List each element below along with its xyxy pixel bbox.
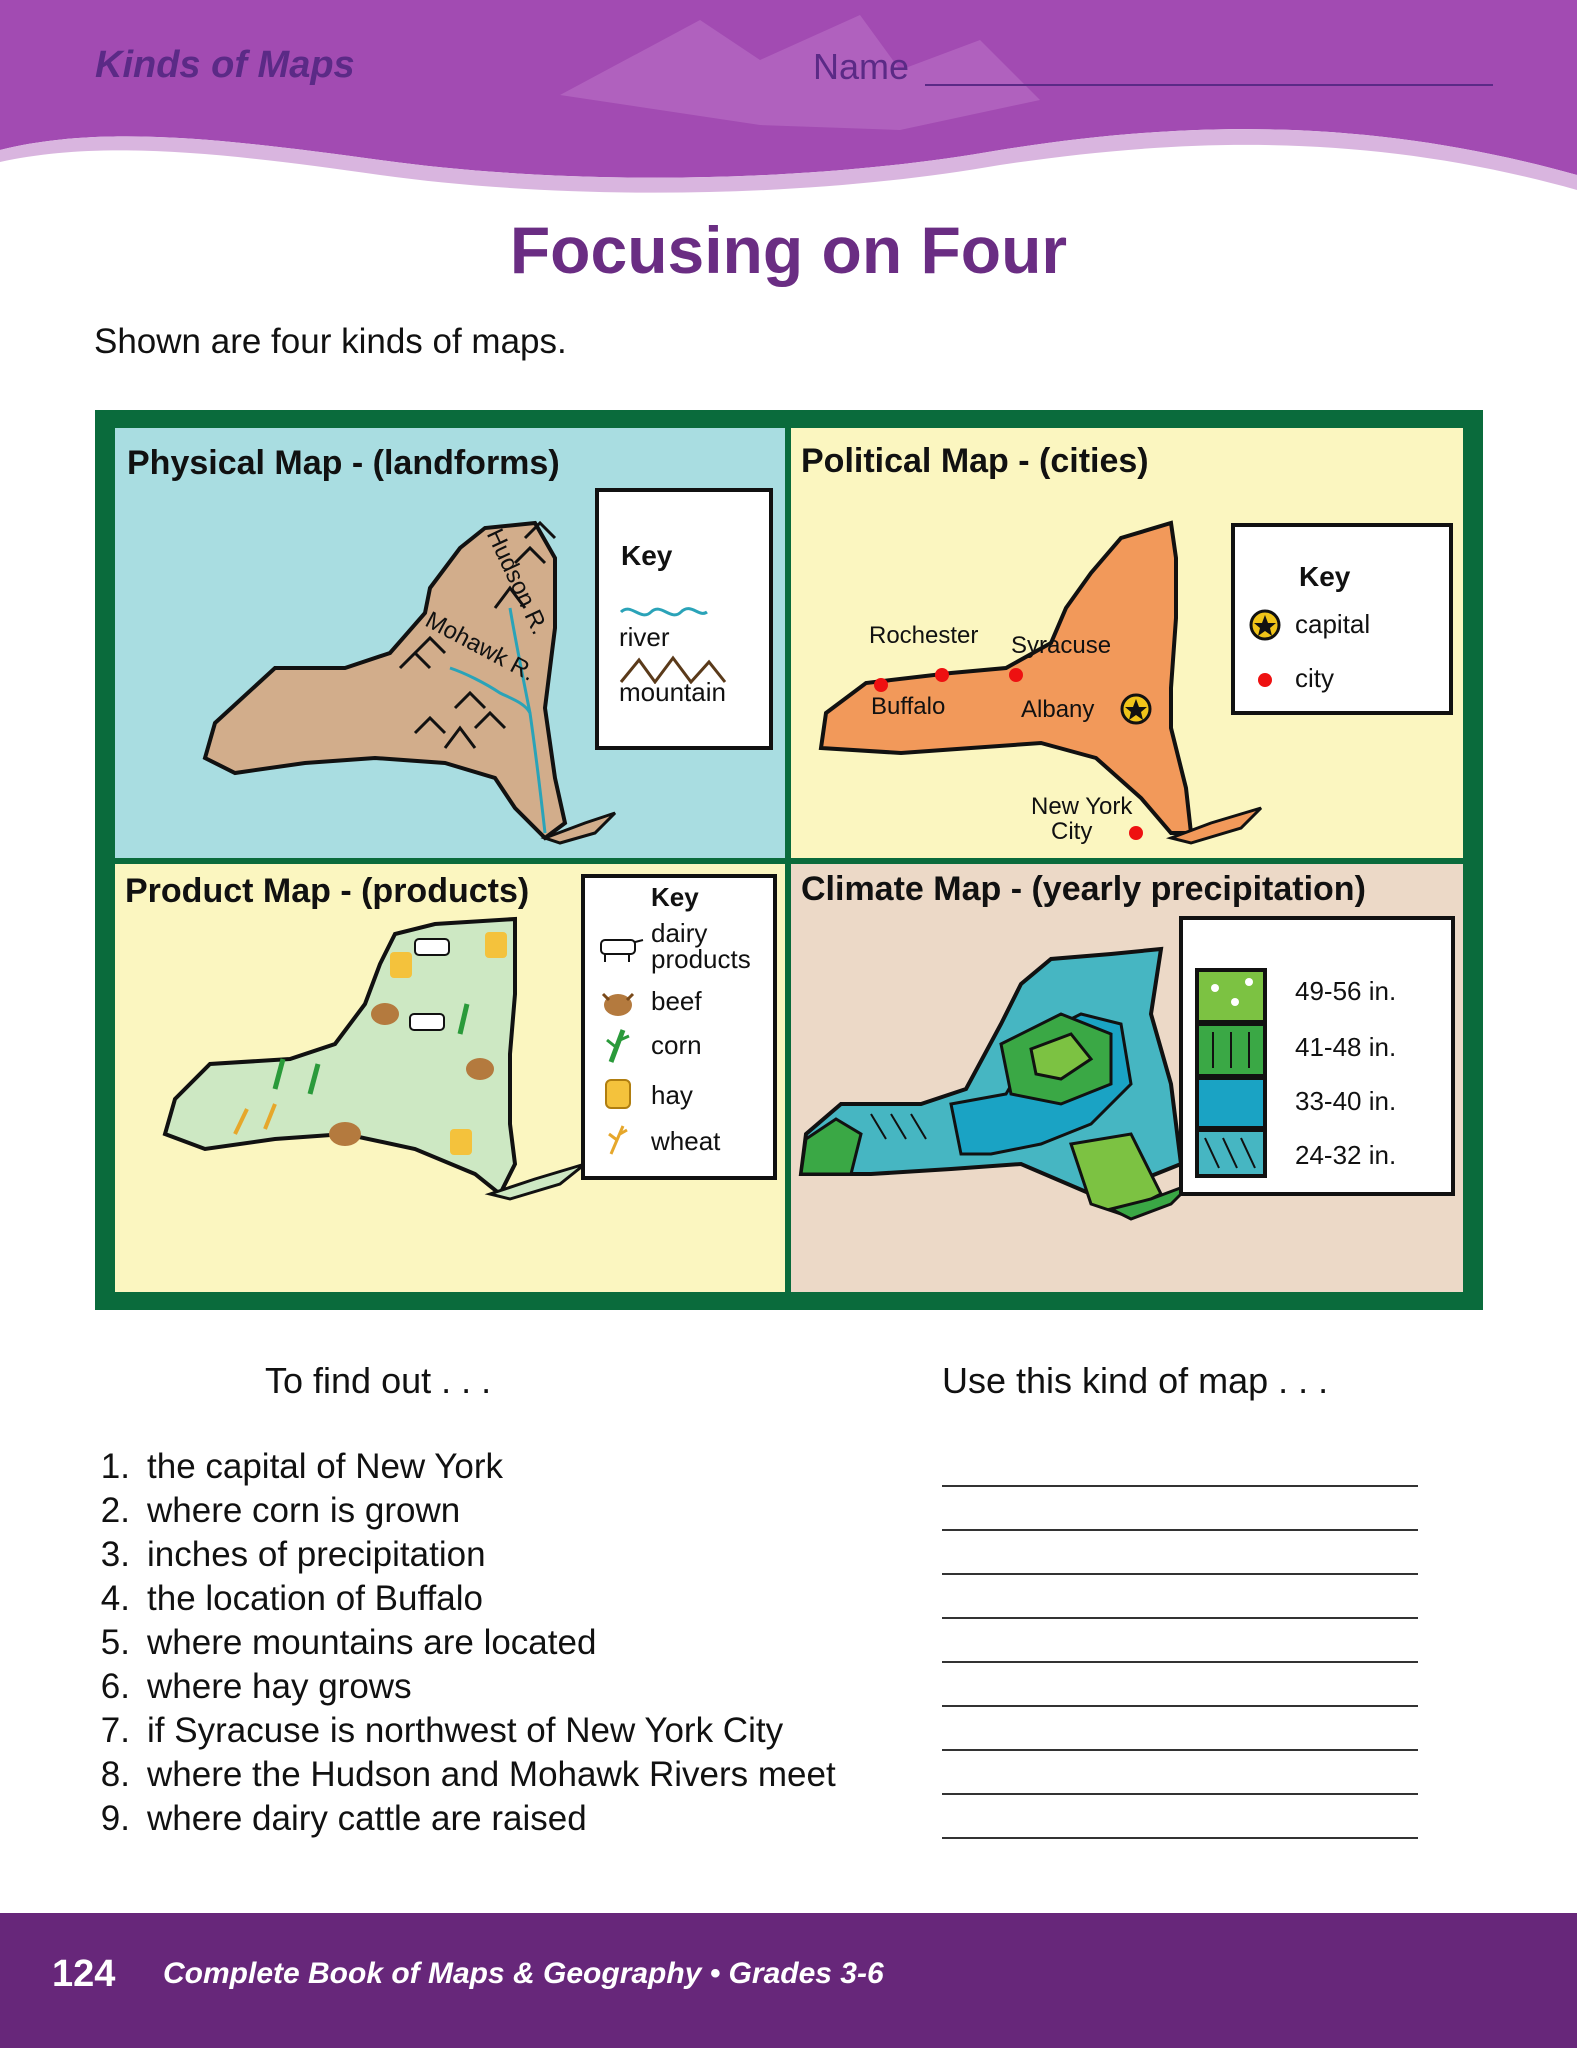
new-york-label: New York bbox=[1031, 793, 1133, 820]
question-number: 1. bbox=[100, 1447, 130, 1486]
buffalo-city-dot bbox=[874, 678, 888, 692]
page-title: Focusing on Four bbox=[509, 213, 1068, 287]
physical-map-panel bbox=[115, 428, 785, 858]
find-out-heading: To find out . . . bbox=[265, 1360, 492, 1401]
book-title: Complete Book of Maps & Geography • Grades 3-6 bbox=[163, 1957, 884, 1990]
question-row bbox=[92, 1535, 1492, 1579]
city-label: City bbox=[1051, 818, 1093, 845]
city-dot-icon bbox=[1255, 670, 1275, 690]
answer-line[interactable] bbox=[942, 1793, 1418, 1795]
precip-49-56-label: 49-56 in. bbox=[1295, 976, 1397, 1006]
product-map-key bbox=[581, 874, 777, 1180]
precip-41-48-label: 41-48 in. bbox=[1295, 1032, 1397, 1062]
answer-line[interactable] bbox=[942, 1529, 1418, 1531]
syracuse-label: Syracuse bbox=[1011, 632, 1112, 659]
question-number: 9. bbox=[100, 1799, 130, 1838]
question-text: where the Hudson and Mohawk Rivers meet bbox=[147, 1755, 836, 1794]
question-number: 3. bbox=[100, 1535, 130, 1574]
hay-key-label: hay bbox=[651, 1080, 693, 1110]
beef-icon bbox=[466, 1058, 494, 1080]
swatch-33-40 bbox=[1197, 1078, 1265, 1128]
river-key-label: river bbox=[619, 622, 670, 652]
climate-map-title: Climate Map - (yearly precipitation) bbox=[801, 870, 1366, 908]
products-key-label: products bbox=[651, 944, 751, 974]
question-row bbox=[92, 1667, 1492, 1711]
political-map-panel bbox=[791, 428, 1463, 858]
question-number: 5. bbox=[100, 1623, 130, 1662]
political-map-title: Political Map - (cities) bbox=[801, 442, 1149, 480]
question-row bbox=[92, 1755, 1492, 1799]
mountain-key-label: mountain bbox=[619, 677, 726, 707]
corn-key-label: corn bbox=[651, 1030, 702, 1060]
question-text: where mountains are located bbox=[147, 1623, 597, 1662]
question-number: 8. bbox=[100, 1755, 130, 1794]
question-text: where hay grows bbox=[147, 1667, 412, 1706]
syracuse-city-dot bbox=[1009, 668, 1023, 682]
albany-label: Albany bbox=[1021, 696, 1095, 723]
question-list bbox=[92, 1447, 1492, 1843]
question-row bbox=[92, 1579, 1492, 1623]
answer-line[interactable] bbox=[942, 1617, 1418, 1619]
question-number: 2. bbox=[100, 1491, 130, 1530]
new-york-city-dot bbox=[1129, 826, 1143, 840]
question-row bbox=[92, 1711, 1492, 1755]
corn-icon bbox=[603, 1026, 633, 1064]
name-line[interactable] bbox=[925, 84, 1493, 86]
precipitation-legend-swatches bbox=[1195, 968, 1269, 1178]
mohawk-river-label: Mohawk R. bbox=[420, 606, 540, 687]
page-header bbox=[0, 0, 1577, 200]
political-map-key bbox=[1231, 523, 1453, 715]
question-number: 7. bbox=[100, 1711, 130, 1750]
political-key-title: Key bbox=[1299, 561, 1351, 592]
answer-line[interactable] bbox=[942, 1485, 1418, 1487]
question-text: if Syracuse is northwest of New York City bbox=[147, 1711, 784, 1750]
question-number: 4. bbox=[100, 1579, 130, 1618]
rochester-label: Rochester bbox=[869, 622, 979, 649]
product-map-panel bbox=[115, 864, 785, 1292]
hay-icon bbox=[603, 1076, 633, 1112]
wheat-icon bbox=[603, 1122, 633, 1156]
page-footer bbox=[0, 1913, 1577, 2048]
use-map-heading: Use this kind of map . . . bbox=[942, 1360, 1329, 1401]
question-row bbox=[92, 1799, 1492, 1843]
climate-map-panel bbox=[791, 864, 1463, 1292]
answer-line[interactable] bbox=[942, 1705, 1418, 1707]
beef-icon bbox=[597, 988, 639, 1018]
dairy-key-label: dairy bbox=[651, 918, 708, 948]
physical-map-title: Physical Map - (landforms) bbox=[127, 444, 560, 482]
intro-text: Shown are four kinds of maps. bbox=[94, 322, 567, 361]
buffalo-label: Buffalo bbox=[871, 693, 946, 720]
question-text: where corn is grown bbox=[147, 1491, 461, 1530]
question-text: the capital of New York bbox=[147, 1447, 504, 1486]
precip-33-40-label: 33-40 in. bbox=[1295, 1086, 1397, 1116]
beef-icon bbox=[371, 1003, 399, 1025]
cow-icon bbox=[415, 939, 449, 955]
question-row bbox=[92, 1623, 1492, 1667]
maps-frame bbox=[95, 410, 1483, 1310]
answer-line[interactable] bbox=[942, 1661, 1418, 1663]
beef-key-label: beef bbox=[651, 986, 702, 1016]
header-banner bbox=[0, 0, 1577, 200]
hudson-river-label: Hudson R. bbox=[480, 524, 554, 639]
river-icon bbox=[619, 602, 709, 622]
dairy-cow-icon bbox=[597, 934, 645, 964]
page-number: 124 bbox=[52, 1953, 116, 1995]
section-title: Kinds of Maps bbox=[95, 44, 355, 86]
swatch-49-56 bbox=[1197, 970, 1265, 1022]
cow-icon bbox=[410, 1014, 444, 1030]
hay-icon bbox=[485, 932, 507, 958]
question-text: where dairy cattle are raised bbox=[147, 1799, 587, 1838]
capital-key-label: capital bbox=[1295, 609, 1371, 639]
city-key-label: city bbox=[1295, 663, 1334, 693]
physical-key-title: Key bbox=[621, 540, 673, 571]
hay-icon bbox=[390, 952, 412, 978]
question-text: the location of Buffalo bbox=[147, 1579, 483, 1618]
question-row bbox=[92, 1447, 1492, 1491]
name-label: Name bbox=[813, 46, 910, 87]
beef-icon bbox=[329, 1122, 361, 1146]
question-row bbox=[92, 1491, 1492, 1535]
capital-star-icon bbox=[1247, 607, 1283, 643]
answer-line[interactable] bbox=[942, 1749, 1418, 1751]
hay-icon bbox=[450, 1129, 472, 1155]
climate-map-key bbox=[1179, 916, 1455, 1196]
question-number: 6. bbox=[100, 1667, 130, 1706]
product-map-title: Product Map - (products) bbox=[125, 872, 530, 910]
answer-line[interactable] bbox=[942, 1573, 1418, 1575]
precip-24-32-label: 24-32 in. bbox=[1295, 1140, 1397, 1170]
physical-map-key bbox=[595, 488, 773, 750]
answer-line[interactable] bbox=[942, 1837, 1418, 1839]
question-text: inches of precipitation bbox=[147, 1535, 486, 1574]
wheat-key-label: wheat bbox=[651, 1126, 721, 1156]
product-key-title: Key bbox=[651, 882, 699, 912]
rochester-city-dot bbox=[935, 668, 949, 682]
